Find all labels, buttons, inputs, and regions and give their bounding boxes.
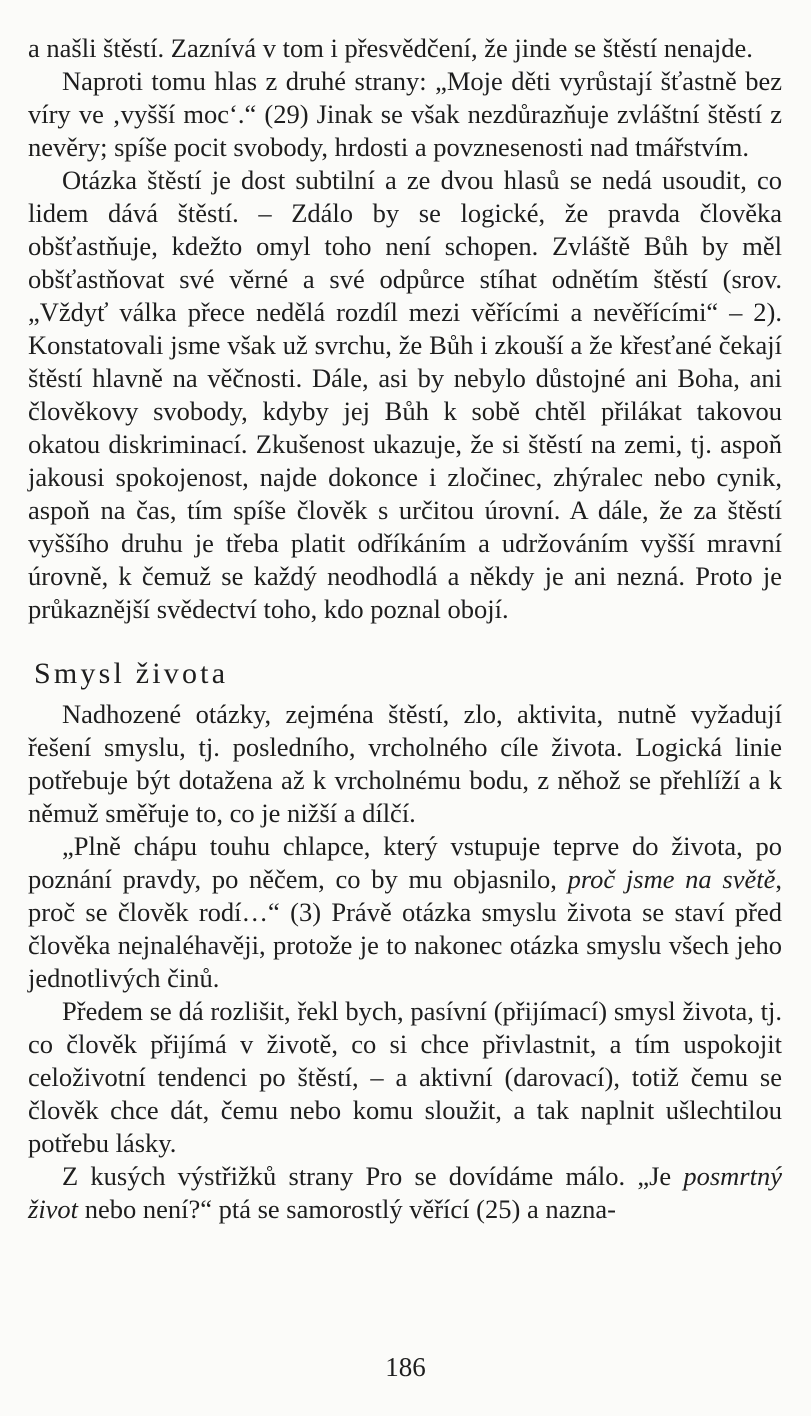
paragraph-7-text-b: nebo není?“ ptá se samorostlý věřící (25) a nazna- [78,1194,616,1224]
paragraph-1: a našli štěstí. Zaznívá v tom i přesvědčení, že jinde se štěstí nenajde. [28,33,753,63]
paragraph-3: Otázka štěstí je dost subtilní a ze dvou hlasů se nedá usoudit, co lidem dává štěstí. – Zdálo by se logické, že pravda člověka obšťastňuje, kdežto omyl toho není schopen. Zvláště Bůh by měl obšťastňovat své věrné a své odpůrce stíhat odnětím štěstí (srov. „Vždyť válka přece nedělá rozdíl mezi věřícími a nevěřícími“ – 2). Konstatovali jsme však už svrchu, že Bůh i zkouší a že křesťané čekají štěstí hlavně na věčnosti. Dále, asi by nebylo důstojné ani Boha, ani člověkovy svobody, kdyby jej Bůh k sobě chtěl přilákat takovou okatou diskriminací. Zkušenost ukazuje, že si štěstí na zemi, tj. aspoň jakousi spokojenost, najde dokonce i zločinec, zhýralec nebo cynik, aspoň na čas, tím spíše člověk s určitou úrovní. A dále, že za štěstí vyššího druhu je třeba platit odříkáním a udržováním vyšší mravní úrovně, k čemuž se každý neodhodlá a někdy je ani nezná. Proto je průkaznější svědectví toho, kdo poznal obojí. [28,165,782,624]
section-heading: Smysl života [34,657,229,690]
page-body [28,32,782,1226]
paragraph-5 [28,830,782,995]
paragraph-4: Nadhozené otázky, zejména štěstí, zlo, aktivita, nutně vyžadují řešení smyslu, tj. posledního, vrcholného cíle života. Logická linie potřebuje být dotažena až k vrcholnému bodu, z něhož se přehlíží a k němuž směřuje to, co je nižší a dílčí. [28,699,782,828]
page-number: 186 [385,1352,426,1382]
paragraph-5-text-b: , proč se člověk rodí…“ (3) Právě otázka smyslu života se staví před člověka nejnaléhavěji, protože je to nakonec otázka smyslu všech jeho jednotlivých činů. [28,864,782,993]
paragraph-5-text-a: „Plně chápu touhu chlapce, který vstupuje teprve do života, po poznání pravdy, po něčem, co by mu objasnilo, [28,831,782,894]
paragraph-6: Předem se dá rozlišit, řekl bych, pasívní (přijímací) smysl života, tj. co člověk přijímá v životě, co si chce přivlastnit, a tím uspokojit celoživotní tendenci po štěstí, – a aktivní (darovací), totiž čemu se člověk chce dát, čemu nebo komu sloužit, a tak naplnit ušlechtilou potřebu lásky. [28,996,782,1158]
paragraph-5-italic: proč jsme na světě [567,864,776,894]
paragraph-7-text-a: Z kusých výstřižků strany Pro se dovídáme málo. „Je [62,1161,684,1191]
paragraph-2: Naproti tomu hlas z druhé strany: „Moje děti vyrůstají šťastně bez víry ve ‚vyšší moc‘.“ (29) Jinak se však nezdůrazňuje zvláštní štěstí z nevěry; spíše pocit svobody, hrdosti a povznesenosti nad tmářstvím. [28,66,782,162]
paragraph-7-italic: posmrtný život [28,1161,782,1224]
paragraph-7 [28,1160,782,1226]
